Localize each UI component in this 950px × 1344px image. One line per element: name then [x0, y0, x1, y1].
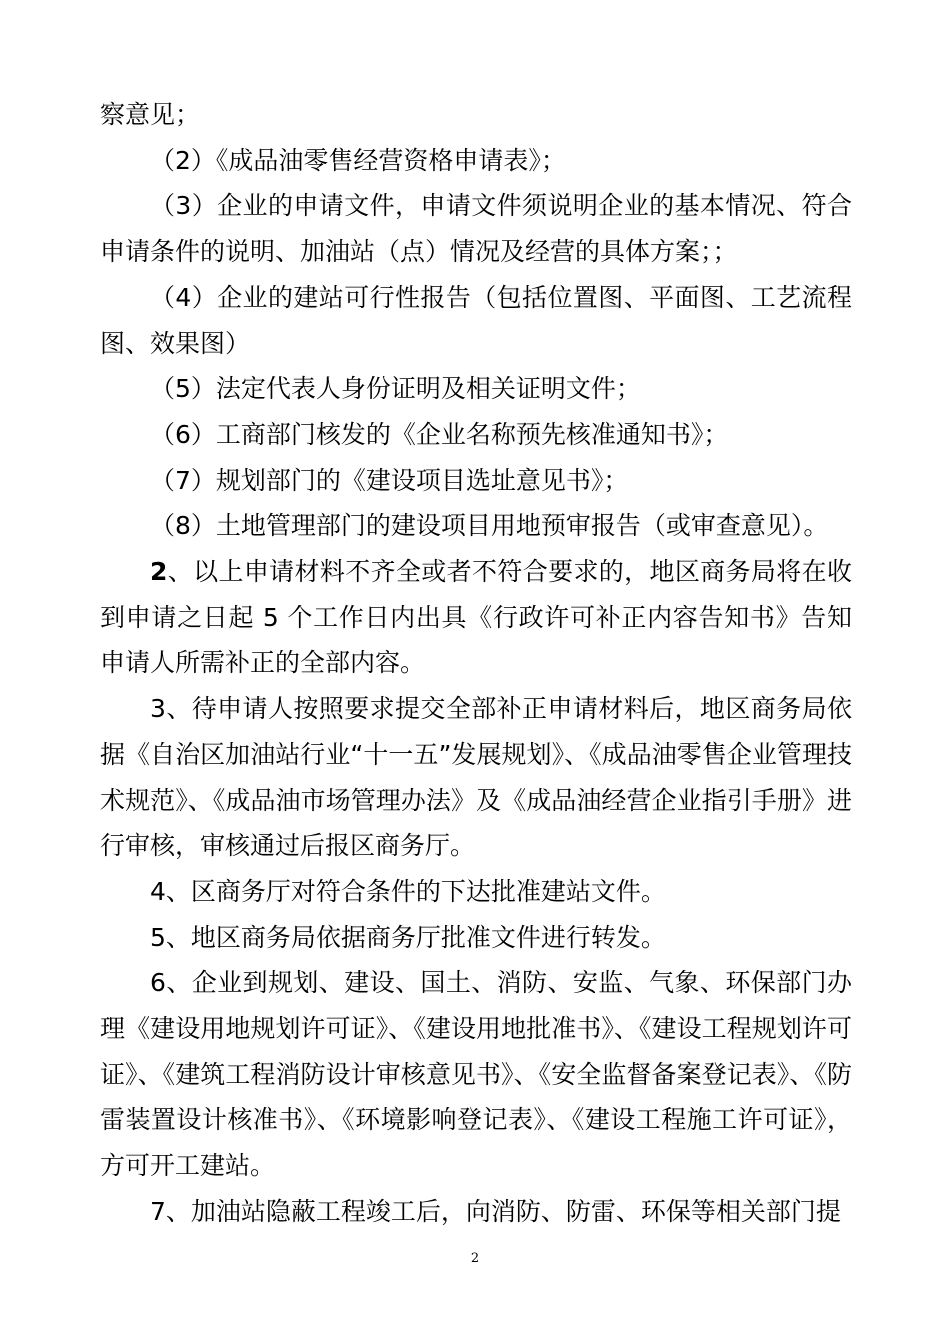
step-text: 、以上申请材料不齐全或者不符合要求的，地区商务局将在收到申请之日起 5 个工作日内出具《行政许可补正内容告知书》告知申请人所需补正的全部内容。	[100, 557, 852, 678]
paragraph-item-2: （2）《成品油零售经营资格申请表》；	[150, 145, 566, 175]
paragraph-step-2	[100, 549, 852, 686]
paragraph-step-4: 4、区商务厅对符合条件的下达批准建站文件。	[150, 876, 666, 906]
paragraph-continuation: 察意见；	[100, 100, 201, 129]
paragraph-item-7: （7）规划部门的《建设项目选址意见书》；	[150, 465, 629, 495]
paragraph-item-3: （3）企业的申请文件，申请文件须说明企业的基本情况、符合申请条件的说明、加油站（点）情况及经营的具体方案；；	[100, 191, 852, 267]
paragraph-item-4: （4）企业的建站可行性报告（包括位置图、平面图、工艺流程图、效果图）	[100, 282, 852, 358]
paragraph-step-6: 6、企业到规划、建设、国土、消防、安监、气象、环保部门办理《建设用地规划许可证》、《建设用地批准书》、《建设工程规划许可证》、《建筑工程消防设计审核意见书》、《安全监督备案登记表》、《防雷装置设计核准书》、《环境影响登记表》、《建设工程施工许可证》，方可开工建站。	[100, 968, 852, 1181]
paragraph-item-8: （8）土地管理部门的建设项目用地预审报告（或审查意见）。	[150, 511, 829, 541]
paragraph-item-5: （5）法定代表人身份证明及相关证明文件；	[150, 374, 641, 404]
paragraph-step-3: 3、待申请人按照要求提交全部补正申请材料后，地区商务局依据《自治区加油站行业“十一五”发展规划》、《成品油零售企业管理技术规范》、《成品油市场管理办法》及《成品油经营企业指引手册》进行审核，审核通过后报区商务厅。	[100, 694, 852, 861]
paragraph-step-7: 7、加油站隐蔽工程竣工后，向消防、防雷、环保等相关部门提	[150, 1196, 841, 1226]
paragraph-step-5: 5、地区商务局依据商务厅批准文件进行转发。	[150, 922, 666, 952]
page-number: 2	[470, 1251, 480, 1266]
step-number: 2	[150, 557, 168, 587]
body-text	[100, 92, 852, 1235]
paragraph-item-6: （6）工商部门核发的《企业名称预先核准通知书》；	[150, 419, 729, 449]
